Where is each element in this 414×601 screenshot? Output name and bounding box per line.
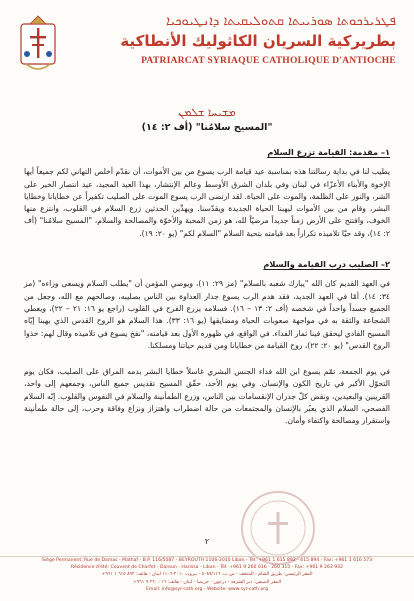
paragraph: في يوم الجمعة، تمّم يسوع ابن الله فداء الجنس البشري غاسلاً خطايا البشر بدمه المراق على الصليب، فكان يوم التحوّل الأكبر في تاريخ الكون والإنسان. وفي يوم الأحد، حقّق المسيح تقديس جميع الناس، وجمعهم إلى واحد، القريبين والبعيدين، ونقض كلّ جدران الإنقسامات بين الناس، وزرع الطمأنينة والسلام في النفوس والقلوب. إنّه السلام الفصحي، السلام الذي يعبُر بالإنسان والمجتمعات من حالة اضطراب واهتزاز ونزاع وفاقة وحرب، إلى حالة طمأنينة واستقرار ومصالحة واكتفاء وأمان. [24,367,390,426]
footer-address-ar: المقر الرئيسي: طريق الشام - المتحف - ص.ب. ٥٠٨٧/١١٦ - بيروت ٢٠١٠-١١٠٦ لبنان - هاتف: ٨٩٢ ٦١٥ ١ ٩٦١+ [101,572,313,578]
title-arabic: "المسيح سلامُنا" (أف ٢: ١٤) [141,122,273,133]
letterhead-footer [0,556,414,601]
footer-summer-fr: Résidence d'été: Couvent de Charfet - Daroun - Harissa - Liban - Tél: +961 9 260 016 - 260 315 - Fax: +961 9 263 932 [70,565,344,571]
title-syriac: ܡܫܝܚܐ ܫܠܡܢ [178,106,236,119]
header-syriac: ܦܛܪܝܪܟܘܬܐ ܣܘܪܝܝܬܐ ܩܬܘܠܝܩܝܬܐ ܕܐܢܛܝܘܟܝܐ [166,14,396,29]
header-arabic: بطريركية السريان الكاثوليك الأنطاكية [120,32,396,50]
patriarchal-crest-icon [18,14,58,76]
paragraph: في العهد القديم كان الله "يبارك شعبه بالسلام" (مز ٢٩: ١١)، ويوصي المؤمن أن "يطلب السلام ويسعى وراءه" (مز ٣٤: ١٤). أمّا في العهد الجديد، فقد هدم الرب يسوع جدار العداوة بين الناس بصليبه، وصالحهم مع الله، وجعل من الجميع جسداً واحداً في شخصه (أف ٢: ١٣ – ١٦). فسلامه يزرع الفرح في القلوب (راجع يو ١٦: ٢١ – ٢٢)، ويعطي الشجاعة والثقة به في مواجهة صعوبات الحياة ومضايقها (يو ١٦: ٣٣). هذا السلام هو الروح القدس الذي يهبنا إيّاه المسيح الفادي ليحقق فينا ثمار الفداء. في الواقع، في ظهوره الأول بعد قيامته، "نفخ يسوع في تلاميذه وقال لهم: خذوا الروح القدس" (يو ٢٠: ٢٢)، روح القيامة من خطايانا ومن قديم حياتنا ومسلكنا. [24,279,390,350]
page-number: ٢ [204,537,210,546]
section-heading: ٢– الصليب درب القيامة والسلام [263,259,390,270]
section-heading: ١– مقدمة: القيامة تزرع السلام [267,147,390,157]
footer-contact: Email: info@syr-cath.org - Website: www.syr-cath.org [146,586,268,592]
footer-address-fr: Siège Permanent: Rue de Damas - Mathaf - B.P. 116/5087 - BEYROUTH 1106-2010 Liban - Tél: +961 1 615 892 - 615 894 - Fax: +961 1 616 573 [41,558,373,563]
footer-summer-ar: المقر الصيفي: دير الشرفة - درعون - حريصا - لبنان - هاتف: ٠١٦ ٢٦٠ ٩ ٩٦١+ [132,579,281,585]
paragraph: يطيب لنا في بداية رسالتنا هذه بمناسبة عيد قيامة الرب يسوع من بين الأموات، أن نقدّم أخلص التهاني لكم جميعاً أيها الإخوة والأبناء الأعزّاء في لبنان وفي بلدان الشرق الأوسط وعالم الإنتشار، بهذا العيد المجيد، عيد انتصار الخير على الشر، والنور على الظلمة، والموت على الحياة. لقد ارتضى الرب يسوع الموت على الصليب تكفيراً عن خطايانا وخطايا البشر، وقام من بين الأموات ليهبنا الحياة الجديدة ويقدّسنا. ويهدِّين الحدثين زرع السلام في القلوب، وانتزع منها الخوف، وافتتح على الأرض زمناً جديداً مرضيّاً لله، هو زمن المحبة والأخوّة والمصالحة والسلام، "المسيح سلامُنا" (أف ٢: ١٤)، وقد حيّا تلاميذه تكراراً بعد قيامته بتحية السلام "السلام لكم" (يو ٢٠: ١٩). [24,167,390,238]
header-french: PATRIARCAT SYRIAQUE CATHOLIQUE D'ANTIOCHE [141,55,396,66]
letterhead [0,0,414,104]
letter-body [24,146,390,442]
